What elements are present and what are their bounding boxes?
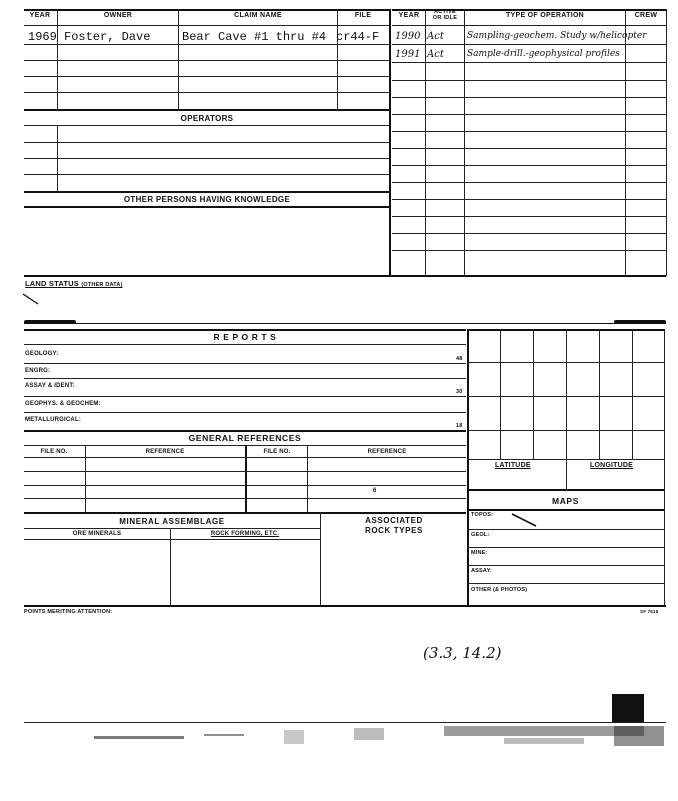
ore-minerals-header: ORE MINERALS	[72, 531, 122, 537]
scan-noise-band	[24, 722, 666, 752]
report-geology-label: GEOLOGY:	[25, 351, 59, 357]
reports-rule	[24, 378, 466, 379]
claim-bottom-rule	[24, 109, 390, 111]
genref-bottom-rule	[24, 512, 466, 514]
ops-row-rule	[392, 62, 666, 63]
maps-header-rule	[467, 509, 664, 511]
genref-rule	[24, 498, 466, 499]
ops-row2-type: Sample-drill.-geophysical profiles	[467, 49, 620, 59]
report-assay-label: ASSAY & IDENT:	[25, 383, 75, 389]
mineral-col-divider	[170, 528, 171, 606]
topos-check-mark	[510, 512, 540, 530]
latlon-divider	[566, 459, 567, 489]
grid-col	[500, 329, 501, 459]
maps-rule	[467, 565, 664, 566]
file-value: cr44-F	[336, 30, 380, 44]
reports-rule	[24, 412, 466, 413]
grid-col	[632, 329, 633, 459]
ops-header-rule	[392, 25, 666, 26]
assoc-line2: ROCK TYPES	[364, 526, 423, 535]
report-metallurgical-label: METALLURGICAL:	[25, 417, 82, 423]
land-status-bottom-rule	[24, 323, 666, 324]
ops-col-divider	[464, 9, 465, 276]
operators-rule	[24, 142, 390, 143]
claim-name-header: CLAIM NAME	[234, 12, 282, 19]
handwritten-coordinates: (3.3, 14.2)	[423, 644, 502, 662]
maps-geol-label: GEOL:	[471, 532, 490, 538]
report-assay-num: 30	[456, 389, 463, 395]
ops-row-rule	[392, 165, 666, 166]
reports-top-rule	[24, 329, 466, 331]
claim-row-rule	[24, 76, 390, 77]
ops-row-rule	[392, 114, 666, 115]
operators-title: OPERATORS	[180, 114, 234, 123]
active-idle-header	[426, 9, 464, 21]
ops-row1-type: Sampling-geochem. Study w/helicopter	[467, 31, 647, 41]
registration-mark	[612, 694, 644, 722]
claim-row-rule	[24, 60, 390, 61]
ops-row-rule	[392, 131, 666, 132]
ops-row-rule	[392, 97, 666, 98]
ops-row2-year: 1991	[395, 49, 421, 60]
ops-row-rule	[392, 199, 666, 200]
ops-row-rule	[392, 44, 666, 45]
upper-bottom-rule	[24, 275, 666, 277]
operators-rule	[24, 158, 390, 159]
operators-rule	[24, 174, 390, 175]
mineral-assemblage-title: MINERAL ASSEMBLAGE	[119, 517, 225, 526]
claim-row-rule	[24, 44, 390, 45]
ops-row-rule	[392, 80, 666, 81]
assoc-line1: ASSOCIATED	[365, 516, 423, 525]
active-header-line1: ACTIVE	[434, 9, 456, 15]
report-metallurgical-num: 18	[456, 423, 463, 429]
owner-header: OWNER	[103, 12, 133, 19]
mineral-rule	[24, 528, 320, 529]
owner-value: Foster, Dave	[64, 30, 151, 44]
top-border	[24, 9, 390, 11]
claim-year-value: 1969	[28, 30, 57, 44]
points-meriting-attention-label: POINTS MERITING ATTENTION:	[24, 609, 113, 615]
report-engrg-label: ENGRG:	[25, 368, 51, 374]
genref-reference-header-1: REFERENCE	[145, 449, 185, 455]
claim-row-rule	[24, 92, 390, 93]
genref-entry: 6	[373, 488, 377, 494]
maps-rule	[467, 547, 664, 548]
claim-col-divider	[178, 9, 179, 109]
check-mark	[22, 292, 42, 306]
reports-rule	[24, 363, 466, 364]
ops-row1-active: Act	[427, 31, 444, 42]
ops-row2-active: Act	[427, 49, 444, 60]
maps-rule	[467, 529, 664, 530]
maps-topos-label: TOPOS:	[471, 512, 494, 518]
land-status-title	[25, 279, 123, 288]
ops-row-rule	[392, 250, 666, 251]
report-geology-num: 48	[456, 356, 463, 362]
general-references-title: GENERAL REFERENCES	[188, 433, 302, 443]
mineral-rule	[24, 539, 320, 540]
grid-col	[566, 329, 567, 459]
reports-title: R E P O R T S	[213, 332, 277, 342]
longitude-label: LONGITUDE	[590, 462, 634, 469]
ops-year-header: YEAR	[398, 12, 420, 19]
genref-reference-header-2: REFERENCE	[367, 449, 407, 455]
ops-row-rule	[392, 182, 666, 183]
grid-col	[533, 329, 534, 459]
active-header-line2: OR IDLE	[432, 15, 458, 21]
ops-col-divider	[425, 9, 426, 276]
reports-bottom-rule	[24, 430, 466, 432]
ops-row-rule	[392, 233, 666, 234]
maps-mine-label: MINE:	[471, 550, 488, 556]
maps-rule	[467, 583, 664, 584]
genref-rule	[24, 457, 466, 458]
latitude-label: LATITUDE	[495, 462, 531, 469]
genref-rule	[24, 471, 466, 472]
genref-col-divider	[245, 445, 247, 512]
operators-rule	[24, 125, 390, 126]
mineral-bottom-rule	[24, 605, 666, 607]
ops-row-rule	[392, 216, 666, 217]
reports-rule	[24, 396, 466, 397]
land-status-sub: (OTHER DATA)	[81, 282, 123, 288]
file-header: FILE	[354, 12, 372, 19]
genref-file-no-header-1: FILE NO.	[40, 449, 68, 455]
genref-rule	[24, 485, 466, 486]
type-of-operation-header: TYPE OF OPERATION	[505, 12, 585, 19]
genref-file-no-header-2: FILE NO.	[263, 449, 291, 455]
genref-col-divider	[85, 445, 86, 512]
maps-title: MAPS	[552, 496, 579, 506]
right-panel-border	[664, 329, 665, 606]
rock-forming-header: ROCK FORMING, ETC.	[210, 531, 280, 537]
associated-rock-types-header	[322, 516, 466, 536]
claim-col-divider	[337, 9, 338, 109]
ops-right-border	[666, 9, 667, 276]
ops-col-divider	[625, 9, 626, 276]
claim-col-divider	[57, 9, 58, 109]
report-geophys-label: GEOPHYS. & GEOCHEM:	[25, 401, 101, 407]
operators-bottom-rule	[24, 191, 390, 193]
maps-top-rule	[467, 489, 664, 491]
grid-col	[599, 329, 600, 459]
mineral-col-divider	[320, 512, 321, 606]
claim-name-value: Bear Cave #1 thru #4	[182, 30, 327, 44]
crew-header: CREW	[634, 12, 658, 19]
ops-row-rule	[392, 148, 666, 149]
other-persons-rule	[24, 206, 390, 208]
claim-year-header: YEAR	[29, 12, 51, 19]
maps-assay-label: ASSAY:	[471, 568, 493, 574]
genref-col-divider	[307, 445, 308, 512]
maps-other-label: OTHER (& PHOTOS)	[471, 587, 528, 593]
other-persons-title: OTHER PERSONS HAVING KNOWLEDGE	[123, 195, 291, 204]
claim-header-rule	[24, 25, 390, 26]
form-code: SF 7615	[640, 609, 659, 614]
land-status-label: LAND STATUS	[25, 279, 80, 288]
ops-row1-year: 1990	[395, 31, 421, 42]
reports-rule	[24, 344, 466, 345]
